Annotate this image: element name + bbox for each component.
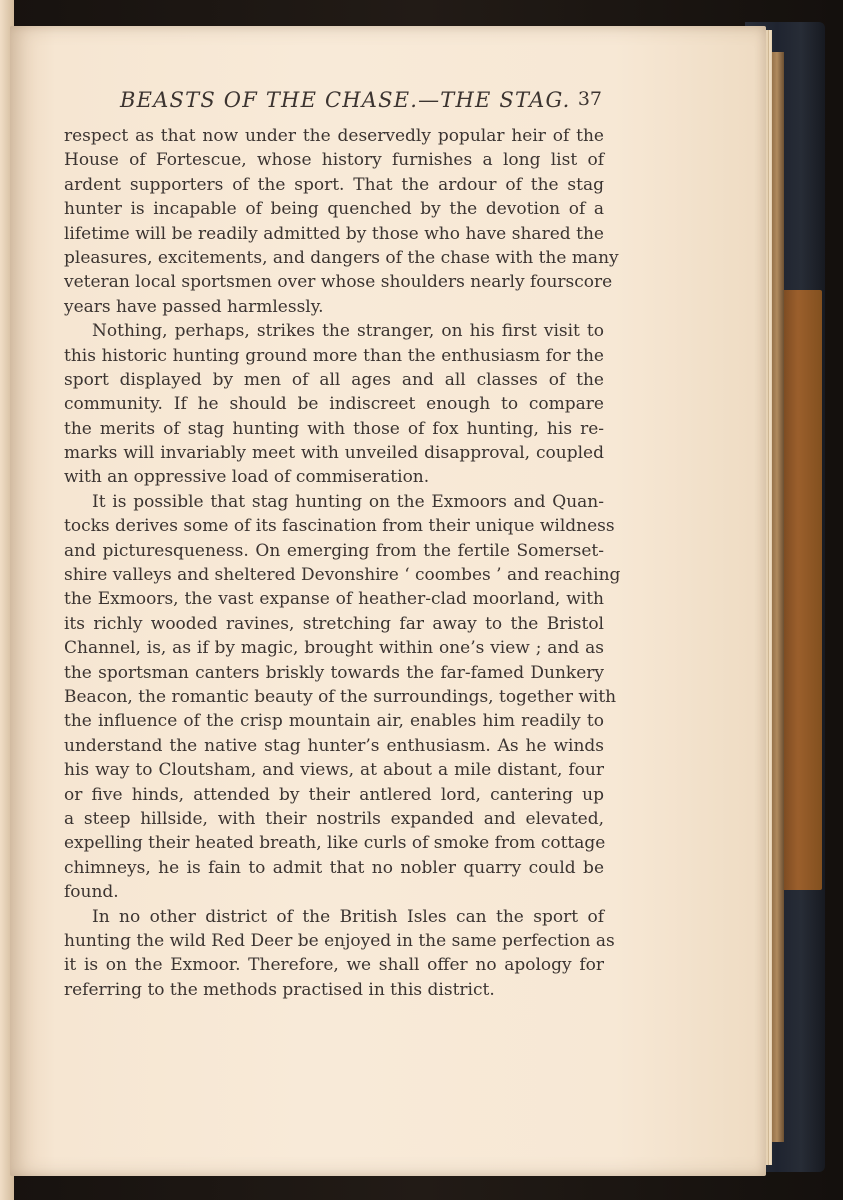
- text-line: the Exmoors, the vast expanse of heather-clad moorland, with: [64, 589, 604, 610]
- text-line: found.: [64, 882, 119, 903]
- text-line: with an oppressive load of commiseration.: [64, 467, 430, 488]
- page-header: [120, 88, 610, 116]
- text-line: his way to Cloutsham, and views, at about a mile distant, four: [64, 760, 604, 781]
- text-line: respect as that now under the deservedly popular heir of the: [64, 126, 604, 146]
- text-line: and picturesqueness. On emerging from the fertile Somerset-: [64, 540, 604, 561]
- text-line: Beacon, the romantic beauty of the surroundings, together with: [64, 686, 617, 707]
- text-line: In no other district of the British Isles can the sport of: [92, 906, 604, 927]
- text-line: the sportsman canters briskly towards the far-famed Dunkery: [64, 662, 604, 683]
- text-line: hunting the wild Red Deer be enjoyed in the same perfection as: [64, 930, 615, 951]
- cover-board-edge: [770, 52, 784, 1142]
- text-line: hunter is incapable of being quenched by the devotion of a: [64, 199, 604, 220]
- text-line: or five hinds, attended by their antlered lord, cantering up: [64, 784, 604, 805]
- text-line: lifetime will be readily admitted by those who have shared the: [64, 223, 604, 244]
- text-line: expelling their heated breath, like curls of smoke from cottage: [64, 833, 606, 854]
- text-line: this historic hunting ground more than the enthusiasm for the: [64, 345, 604, 366]
- text-line: House of Fortescue, whose history furnishes a long list of: [64, 150, 604, 171]
- text-line: pleasures, excitements, and dangers of the chase with the many: [64, 247, 619, 268]
- body-text: [64, 124, 621, 1002]
- text-line: chimneys, he is fain to admit that no nobler quarry could be: [64, 857, 604, 878]
- text-line: veteran local sportsmen over whose shoulders nearly fourscore: [64, 272, 613, 293]
- text-line: marks will invariably meet with unveiled disapproval, coupled: [64, 443, 604, 464]
- page-number: 37: [577, 88, 602, 110]
- text-line: Channel, is, as if by magic, brought within one’s view ; and as: [64, 638, 604, 659]
- text-line: Nothing, perhaps, strikes the stranger, on his first visit to: [92, 321, 604, 342]
- text-line: referring to the methods practised in this district.: [64, 979, 495, 1000]
- text-line: It is possible that stag hunting on the Exmoors and Quan-: [92, 491, 604, 512]
- text-line: the influence of the crisp mountain air, enables him readily to: [64, 711, 604, 732]
- text-line: it is on the Exmoor. Therefore, we shall offer no apology for: [64, 955, 604, 976]
- leather-spine-strip: [782, 290, 822, 890]
- running-head: BEASTS OF THE CHASE.—THE STAG.: [120, 88, 571, 112]
- text-line: its richly wooded ravines, stretching far away to the Bristol: [64, 613, 604, 634]
- text-line: years have passed harmlessly.: [64, 296, 324, 317]
- text-line: shire valleys and sheltered Devonshire ‘ coombes ’ and reaching: [64, 565, 621, 586]
- text-line: sport displayed by men of all ages and all classes of the: [64, 369, 604, 390]
- text-line: the merits of stag hunting with those of fox hunting, his re-: [64, 418, 604, 439]
- text-line: a steep hillside, with their nostrils expanded and elevated,: [64, 808, 604, 829]
- text-line: community. If he should be indiscreet enough to compare: [64, 394, 604, 415]
- text-line: tocks derives some of its fascination from their unique wildness: [64, 516, 615, 537]
- text-line: ardent supporters of the sport. That the ardour of the stag: [64, 174, 604, 195]
- text-line: understand the native stag hunter’s enthusiasm. As he winds: [64, 735, 604, 756]
